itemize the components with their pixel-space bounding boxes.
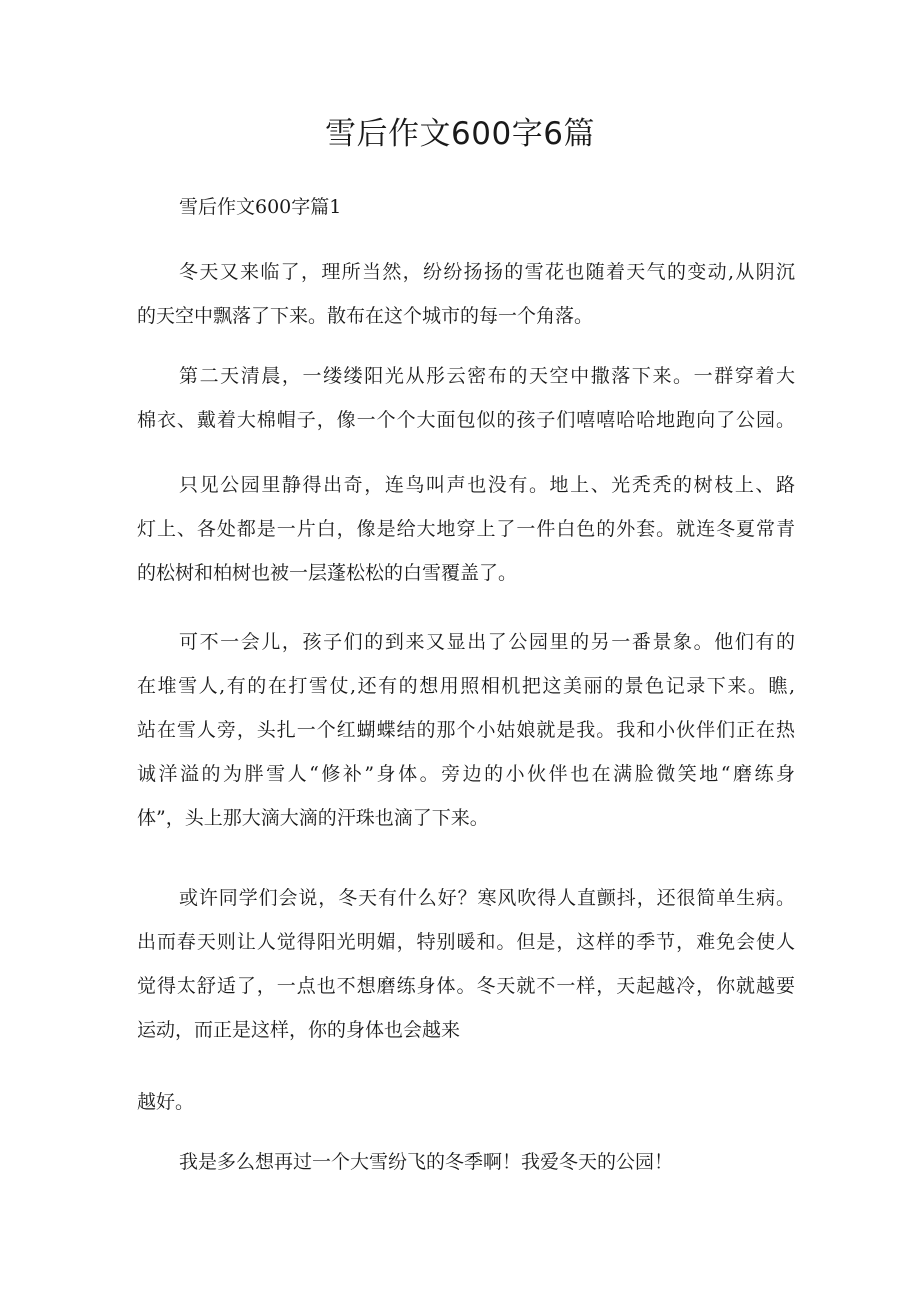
paragraph-line: 棉衣、戴着大棉帽子，像一个个大面包似的孩子们嘻嘻哈哈地跑向了公园。 [137,409,795,431]
paragraph-line: 的天空中飘落了下来。散布在这个城市的每一个角落。 [137,305,594,327]
paragraph-line: 在堆雪人,有的在打雪仗,还有的想用照相机把这美丽的景色记录下来。瞧, [137,675,795,697]
paragraph-line: 只见公园里静得出奇，连鸟叫声也没有。地上、光秃秃的树枝上、路 [179,474,795,496]
paragraph-line: 我是多么想再过一个大雪纷飞的冬季啊！我爱冬天的公园！ [179,1151,674,1173]
paragraph-line: 站在雪人旁，头扎一个红蝴蝶结的那个小姑娘就是我。我和小伙伴们正在热 [137,719,795,741]
section-heading-block [137,185,795,229]
paragraph-line: 出而春天则让人觉得阳光明媚，特别暖和。但是，这样的季节，难免会使人 [137,931,795,953]
paragraph-3 [137,463,795,595]
paragraph-line: 或许同学们会说，冬天有什么好？寒风吹得人直颤抖，还很简单生病。 [179,887,795,909]
paragraph-6 [137,1080,795,1124]
paragraph-4 [137,620,795,840]
document-title: 雪后作文600字6篇 [325,116,595,152]
section-heading: 雪后作文600字篇1 [179,196,342,218]
paragraph-line: 冬天又来临了，理所当然，纷纷扬扬的雪花也随着天气的变动,从阴沉 [179,261,795,283]
paragraph-1 [137,250,795,338]
paragraph-line: 体”，头上那大滴大滴的汗珠也滴了下来。 [137,807,489,829]
paragraph-line: 越好。 [137,1091,195,1113]
paragraph-line: 运动，而正是这样，你的身体也会越来 [137,1019,461,1041]
paragraph-line: 觉得太舒适了，一点也不想磨练身体。冬天就不一样，天起越冷，你就越要 [137,975,795,997]
paragraph-line: 第二天清晨，一缕缕阳光从彤云密布的天空中撒落下来。一群穿着大 [179,365,795,387]
paragraph-line: 灯上、各处都是一片白，像是给大地穿上了一件白色的外套。就连冬夏常青 [137,518,795,540]
paragraph-line: 诚洋溢的为胖雪人“修补”身体。旁边的小伙伴也在满脸微笑地“磨练身 [137,763,795,785]
paragraph-5 [137,876,795,1052]
paragraph-line: 可不一会儿，孩子们的到来又显出了公园里的另一番景象。他们有的 [179,631,795,653]
paragraph-line: 的松树和柏树也被一层蓬松松的白雪覆盖了。 [137,562,518,584]
paragraph-2 [137,354,795,442]
paragraph-7 [137,1140,795,1184]
